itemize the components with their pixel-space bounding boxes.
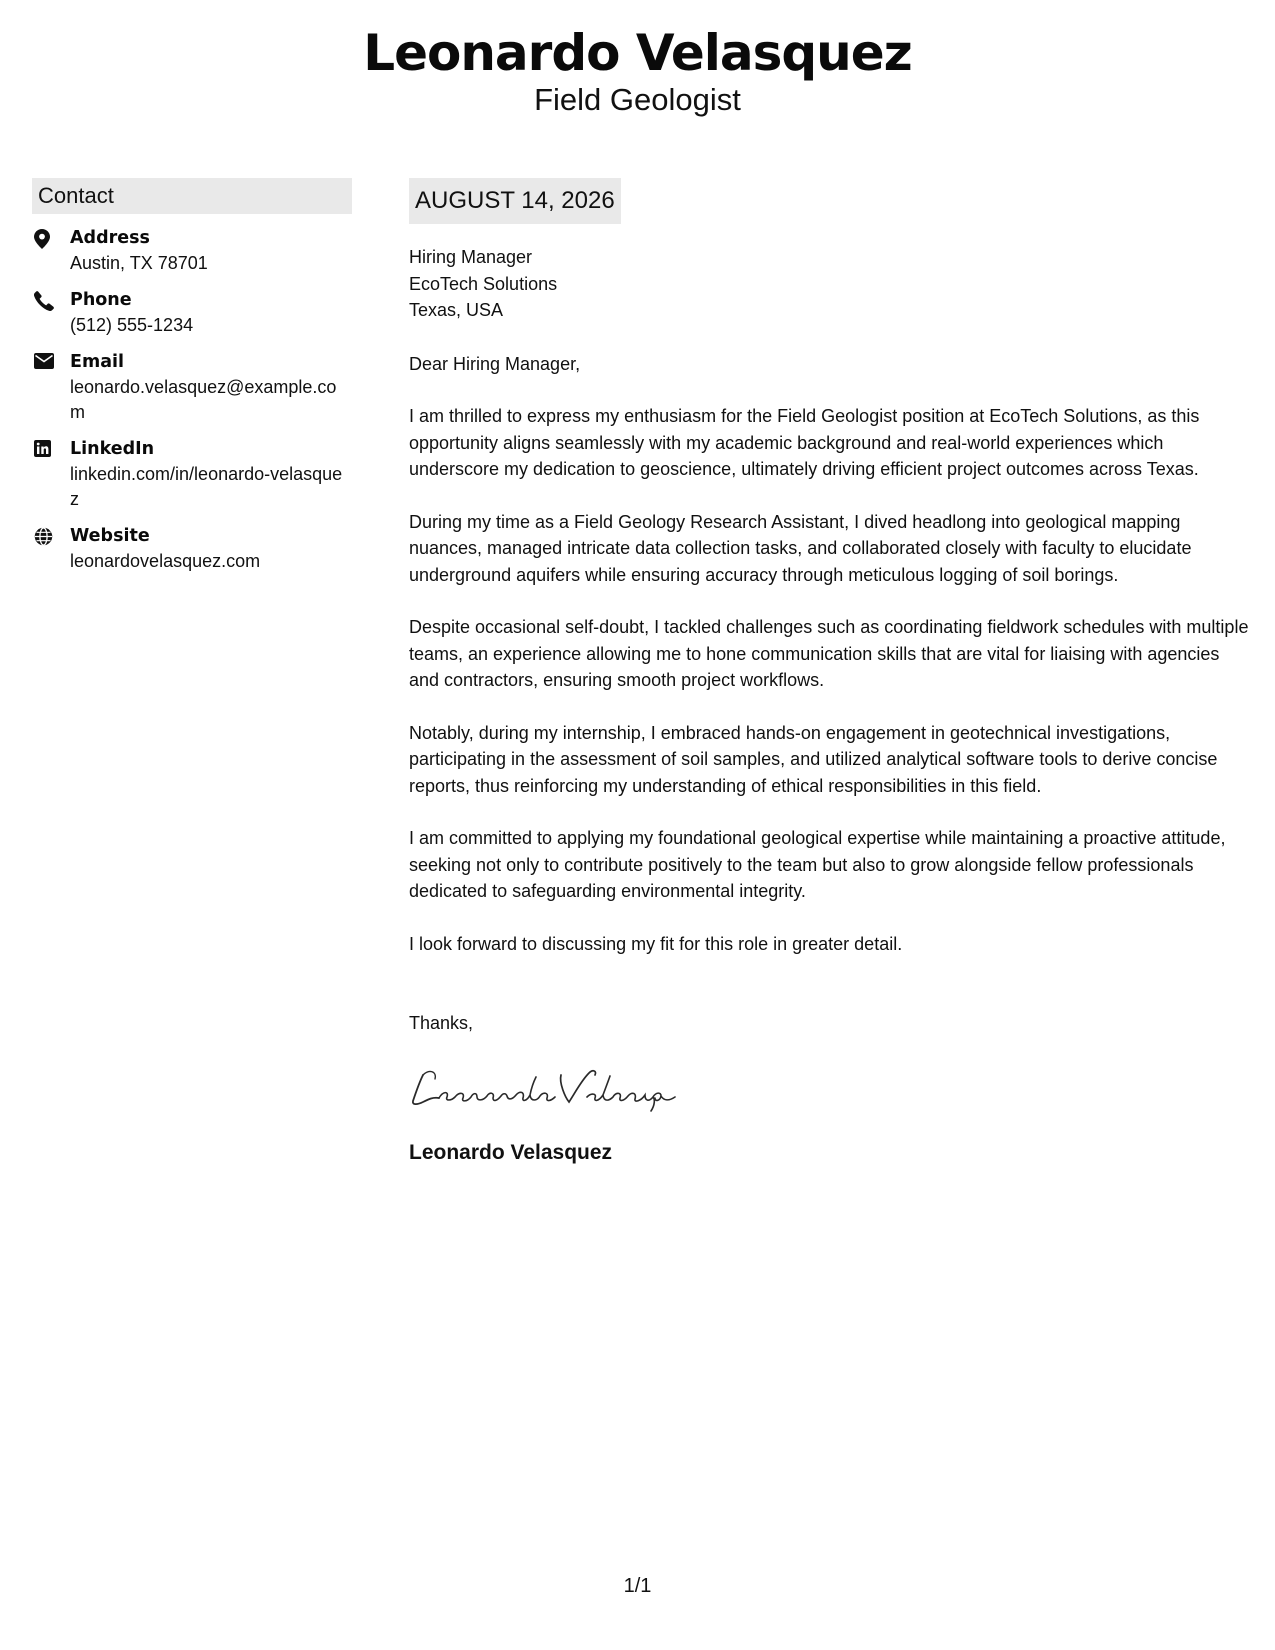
body-paragraph: I am thrilled to express my enthusiasm for the Field Geologist position at EcoTech Solutions, as this opportunity aligns seamlessly with my academic background and real-world experiences which underscore my dedication to geoscience, ultimately driving efficient project outcomes across Texas. <box>409 406 1200 479</box>
contact-item-linkedin <box>32 437 352 512</box>
contact-value: linkedin.com/in/leonardo-velasquez <box>70 464 343 509</box>
recipient-block <box>409 244 1249 324</box>
applicant-name: Leonardo Velasquez <box>363 24 912 82</box>
letter-body <box>409 178 1249 1167</box>
contact-label: Phone <box>70 290 132 310</box>
closing: Thanks, <box>409 1013 474 1033</box>
contact-item-phone <box>32 288 352 338</box>
contact-item-address <box>32 226 352 276</box>
contact-label: Email <box>70 352 124 372</box>
letter-date: AUGUST 14, 2026 <box>409 178 621 224</box>
salutation: Dear Hiring Manager, <box>409 353 581 374</box>
body-paragraph: I am committed to applying my foundational geological expertise while maintaining a proactive attitude, seeking not only to contribute positively to the team but also to grow alongside fellow professionals dedicated to safeguarding environmental integrity. <box>409 828 1226 901</box>
contact-value: leonardovelasquez.com <box>70 551 261 571</box>
recipient-line: EcoTech Solutions <box>409 273 558 294</box>
linkedin-icon <box>32 437 70 512</box>
globe-icon <box>32 524 70 574</box>
recipient-line: Hiring Manager <box>409 247 533 267</box>
contact-item-website <box>32 524 352 574</box>
body-paragraph: Notably, during my internship, I embraced hands-on engagement in geotechnical investigations, participating in the assessment of soil samples, and utilized analytical software tools to derive concise reports, thus reinforcing my understanding of ethical responsibilities in this field. <box>409 722 1218 796</box>
map-pin-icon <box>32 226 70 276</box>
contact-value: Austin, TX 78701 <box>70 253 208 273</box>
contact-sidebar <box>32 178 352 574</box>
body-paragraph: Despite occasional self-doubt, I tackled challenges such as coordinating fieldwork schedules with multiple teams, an experience allowing me to hone communication skills that are vital for liaising with agencies and contractors, ensuring smooth project workflows. <box>409 617 1249 690</box>
contact-value: leonardo.velasquez@example.com <box>70 377 337 422</box>
contact-label: LinkedIn <box>70 439 155 459</box>
job-title: Field Geologist <box>534 82 741 117</box>
contact-label: Address <box>70 228 150 248</box>
phone-icon <box>32 288 70 338</box>
contact-label: Website <box>70 526 150 546</box>
recipient-line: Texas, USA <box>409 300 504 320</box>
signer-name: Leonardo Velasquez <box>409 1140 613 1164</box>
contact-value: (512) 555-1234 <box>70 315 194 335</box>
body-paragraph: During my time as a Field Geology Research Assistant, I dived headlong into geological mapping nuances, managed intricate data collection tasks, and collaborated closely with faculty to elucidate underground aquifers while ensuring accuracy through meticulous logging of soil borings. <box>409 511 1192 585</box>
contact-item-email <box>32 350 352 425</box>
page-number: 1/1 <box>623 1575 652 1597</box>
handwritten-signature <box>409 1061 1249 1113</box>
envelope-icon <box>32 350 70 425</box>
contact-heading: Contact <box>32 178 352 214</box>
letter-header <box>0 22 1275 118</box>
body-paragraph: I look forward to discussing my fit for this role in greater detail. <box>409 933 903 954</box>
